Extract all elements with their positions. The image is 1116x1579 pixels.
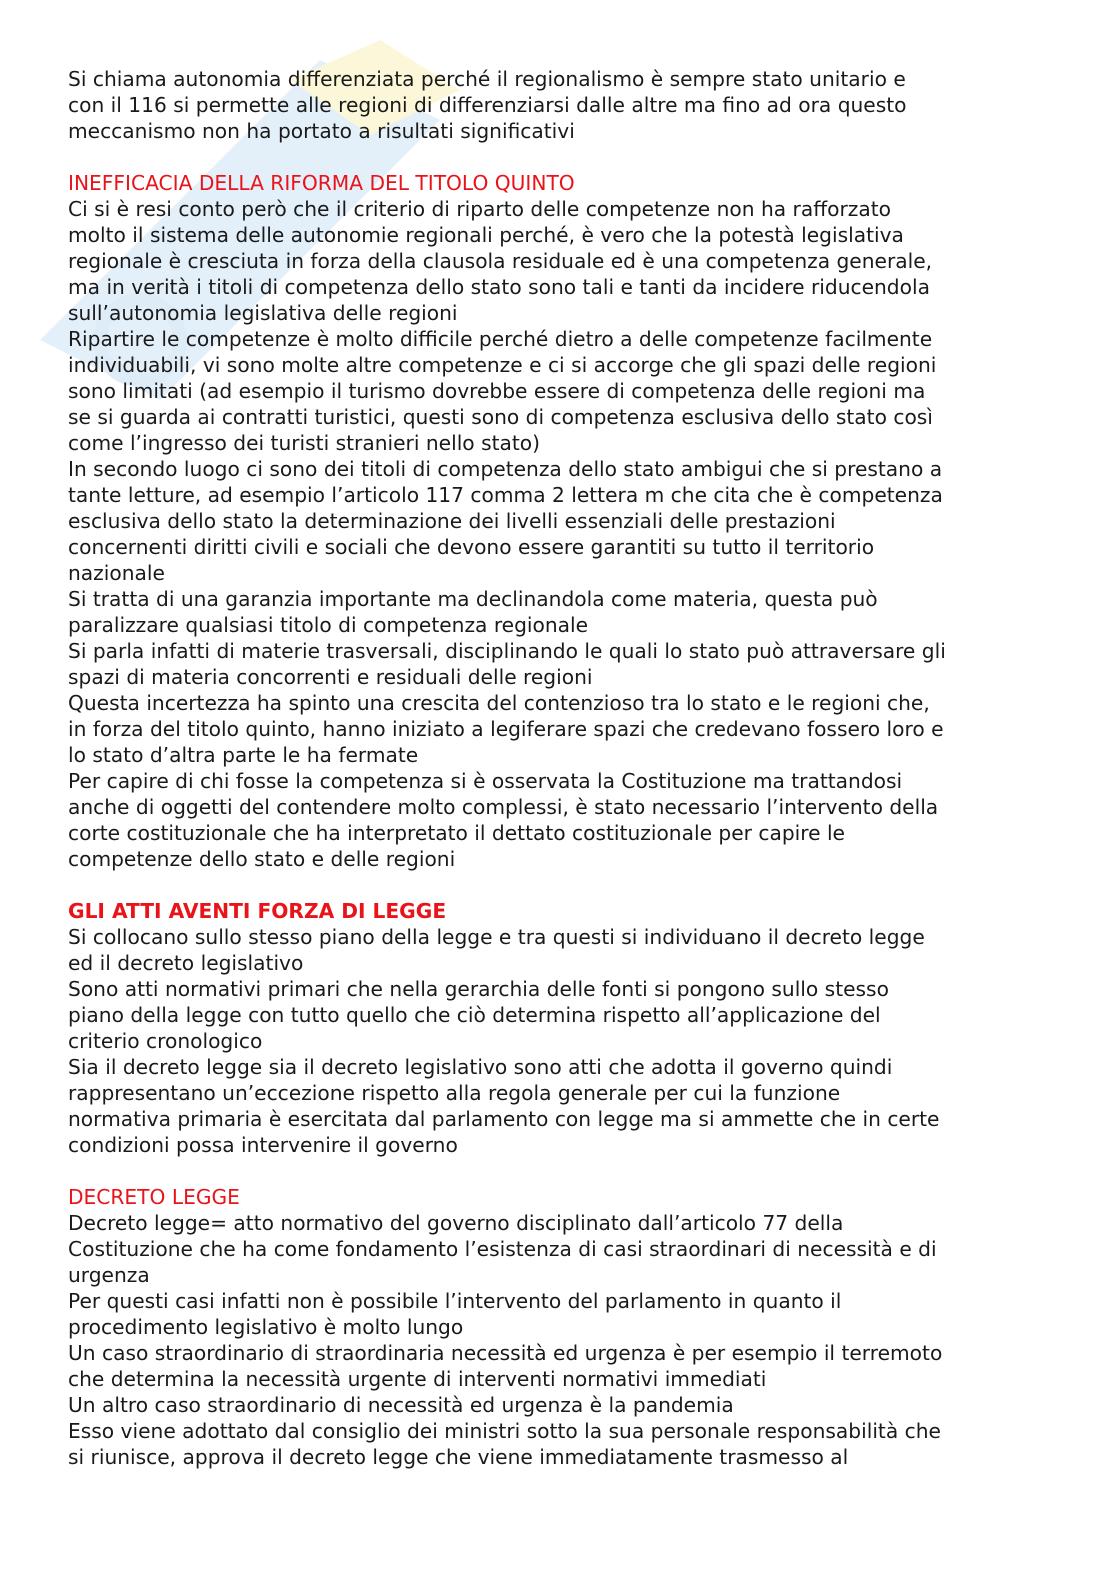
paragraph: Sia il decreto legge sia il decreto legislativo sono atti che adotta il governo quindi rappresentano un’eccezione rispetto alla regola generale per cui la funzione normativa primaria è esercitata dal parlamento con legge ma si ammette che in certe condizioni possa intervenire il governo — [68, 1055, 940, 1157]
paragraph: Sono atti normativi primari che nella gerarchia delle fonti si pongono sullo stesso piano della legge con tutto quello che ciò determina rispetto all’applicazione del criterio cronologico — [68, 977, 889, 1053]
spacer — [68, 872, 1058, 898]
spacer — [68, 1158, 1058, 1184]
paragraph: Si parla infatti di materie trasversali, disciplinando le quali lo stato può attraversare gli spazi di materia concorrenti e residuali delle regioni — [68, 639, 946, 689]
paragraph: Un altro caso straordinario di necessità ed urgenza è la pandemia — [68, 1393, 734, 1417]
paragraph: Per capire di chi fosse la competenza si è osservata la Costituzione ma trattandosi anche di oggetti del contendere molto complessi, è stato necessario l’intervento della corte costituzionale che ha interpretato il dettato costituzionale per capire le competenze dello stato e delle regioni — [68, 769, 939, 871]
document-page — [68, 66, 1058, 1470]
paragraph: Si collocano sullo stesso piano della legge e tra questi si individuano il decreto legge ed il decreto legislativo — [68, 925, 925, 975]
section-heading: INEFFICACIA DELLA RIFORMA DEL TITOLO QUINTO — [68, 171, 575, 195]
paragraph: Si tratta di una garanzia importante ma declinandola come materia, questa può paralizzare qualsiasi titolo di competenza regionale — [68, 587, 878, 637]
section-atti-aventi-forza — [68, 898, 1058, 1158]
paragraph: Un caso straordinario di straordinaria necessità ed urgenza è per esempio il terremoto che determina la necessità urgente di interventi normativi immediati — [68, 1341, 943, 1391]
paragraph: Ci si è resi conto però che il criterio di riparto delle competenze non ha rafforzato molto il sistema delle autonomie regionali perché, è vero che la potestà legislativa regionale è cresciuta in forza della clausola residuale ed è una competenza generale, ma in verità i titoli di competenza dello stato sono tali e tanti da incidere riducendola sull’autonomia legislativa delle regioni — [68, 197, 933, 325]
section-heading: GLI ATTI AVENTI FORZA DI LEGGE — [68, 899, 447, 923]
section-decreto-legge — [68, 1184, 1058, 1470]
paragraph: Decreto legge= atto normativo del governo disciplinato dall’articolo 77 della Costituzione che ha come fondamento l’esistenza di casi straordinari di necessità e di urgenza — [68, 1211, 937, 1287]
paragraph: Questa incertezza ha spinto una crescita del contenzioso tra lo stato e le regioni che, in forza del titolo quinto, hanno iniziato a legiferare spazi che credevano fossero loro e lo stato d’altra parte le ha fermate — [68, 691, 944, 767]
intro-paragraph: Si chiama autonomia differenziata perché il regionalismo è sempre stato unitario e con il 116 si permette alle regioni di differenziarsi dalle altre ma fino ad ora questo meccanismo non ha portato a risultati significativi — [68, 67, 907, 143]
paragraph: Esso viene adottato dal consiglio dei ministri sotto la sua personale responsabilità che si riunisce, approva il decreto legge che viene immediatamente trasmesso al — [68, 1419, 941, 1469]
paragraph: Per questi casi infatti non è possibile l’intervento del parlamento in quanto il procedimento legislativo è molto lungo — [68, 1289, 842, 1339]
paragraph: In secondo luogo ci sono dei titoli di competenza dello stato ambigui che si prestano a tante letture, ad esempio l’articolo 117 comma 2 lettera m che cita che è competenza esclusiva dello stato la determinazione dei livelli essenziali delle prestazioni concernenti diritti civili e sociali che devono essere garantiti su tutto il territorio nazionale — [68, 457, 943, 585]
paragraph: Ripartire le competenze è molto difficile perché dietro a delle competenze facilmente individuabili, vi sono molte altre competenze e ci si accorge che gli spazi delle regioni sono limitati (ad esempio il turismo dovrebbe essere di competenza delle regioni ma se si guarda ai contratti turistici, questi sono di competenza esclusiva dello stato così come l’ingresso dei turisti stranieri nello stato) — [68, 327, 937, 455]
section-heading: DECRETO LEGGE — [68, 1185, 240, 1209]
section-inefficacia — [68, 170, 1058, 872]
spacer — [68, 144, 1058, 170]
